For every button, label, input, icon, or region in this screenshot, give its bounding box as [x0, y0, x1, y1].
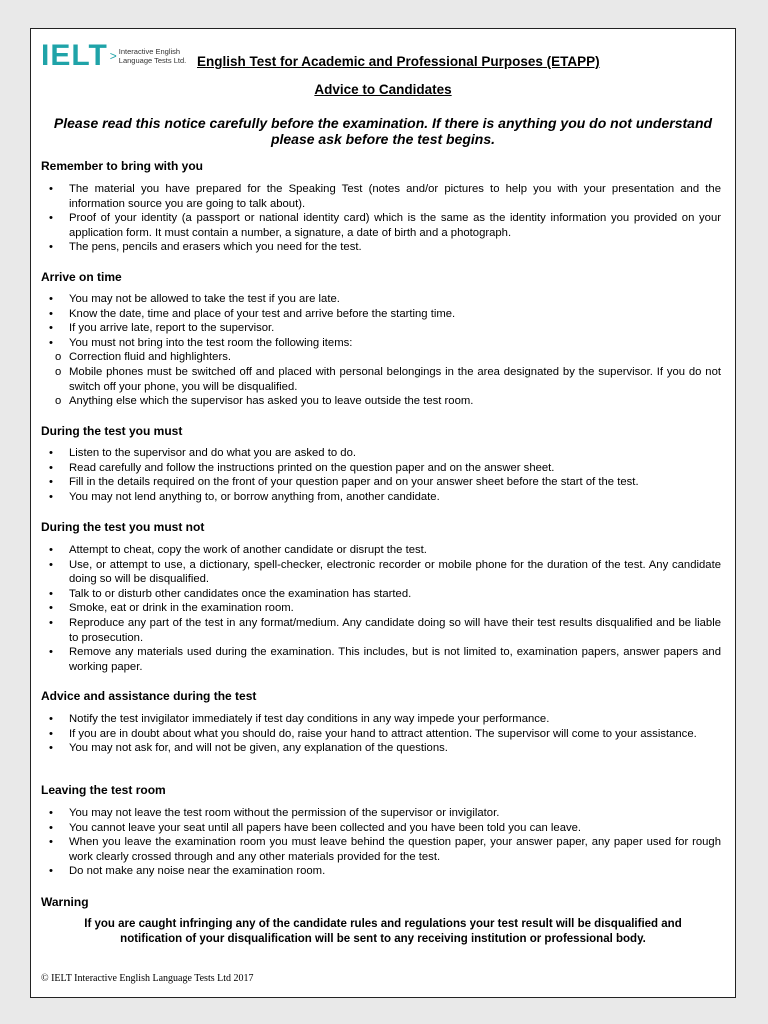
logo-subtitle-line1: Interactive English	[118, 47, 181, 56]
list-advice	[31, 712, 721, 756]
section-title-bring: Remember to bring with you	[41, 159, 204, 173]
list-arrive	[31, 292, 721, 409]
list-item: • Proof of your identity (a passport or national identity card) which is the same as the identity information you provided on your application form. It must contain a number, a signature, a date of birth and a photograph.	[31, 211, 721, 240]
list-must	[31, 446, 721, 504]
list-item: • The material you have prepared for the Speaking Test (notes and/or pictures to help you with your presentation and the information source you are going to talk about).	[31, 182, 721, 211]
list-subitem-text: Anything else which the supervisor has asked you to leave outside the test room.	[69, 395, 474, 408]
logo-subtitle-line2: Language Tests Ltd.	[118, 56, 187, 65]
section-title-arrive: Arrive on time	[41, 270, 122, 284]
list-subitem-text: Mobile phones must be switched off and placed with personal belongings in the area designated by the supervisor. If you do not switch off your phone, you will be disqualified.	[69, 365, 721, 393]
document-page	[30, 28, 736, 998]
list-subitem	[31, 365, 721, 394]
circle-bullet-icon: o	[55, 365, 62, 378]
list-item: • Fill in the details required on the front of your question paper and on your answer sheet before the start of the test.	[31, 475, 721, 490]
list-item: • Talk to or disturb other candidates once the examination has started.	[31, 587, 721, 602]
list-item: • Remove any materials used during the examination. This includes, but is not limited to, examination papers, answer papers and working paper.	[31, 645, 721, 674]
list-item: • You cannot leave your seat until all papers have been collected and you have been told you can leave.	[31, 821, 721, 836]
warning-text	[31, 917, 735, 947]
list-item: • Use, or attempt to use, a dictionary, spell-checker, electronic recorder or mobile phone for the duration of the test. Any candidate doing so will be disqualified.	[31, 558, 721, 587]
list-item: • Listen to the supervisor and do what you are asked to do.	[31, 446, 721, 461]
list-item: • Read carefully and follow the instructions printed on the question paper and on the answer sheet.	[31, 461, 721, 476]
list-item: • Smoke, eat or drink in the examination room.	[31, 601, 721, 616]
warning-line2: notification of your disqualification will be sent to any receiving institution or professional body.	[120, 933, 646, 945]
logo-subtitle	[119, 47, 186, 65]
section-title-warning: Warning	[41, 895, 89, 909]
list-must-not	[31, 543, 721, 674]
circle-bullet-icon: o	[55, 395, 62, 408]
list-item: • You may not leave the test room without the permission of the supervisor or invigilator.	[31, 806, 721, 821]
ielt-logo	[41, 41, 186, 71]
list-item: • The pens, pencils and erasers which you need for the test.	[31, 240, 721, 255]
list-item: • If you arrive late, report to the supervisor.	[31, 321, 721, 336]
document-title: English Test for Academic and Professional Purposes (ETAPP)	[197, 54, 600, 69]
circle-bullet-icon: o	[55, 351, 62, 364]
logo-arrow-icon: >	[109, 49, 117, 63]
list-item: • You may not be allowed to take the test if you are late.	[31, 292, 721, 307]
list-item: • Reproduce any part of the test in any format/medium. Any candidate doing so will have their test results disqualified and be liable to prosecution.	[31, 616, 721, 645]
warning-line1: If you are caught infringing any of the candidate rules and regulations your test result will be disqualified and	[84, 918, 682, 930]
list-item: • Attempt to cheat, copy the work of another candidate or disrupt the test.	[31, 543, 721, 558]
list-bring	[31, 182, 721, 255]
list-item: • You may not ask for, and will not be given, any explanation of the questions.	[31, 741, 721, 756]
list-item: • When you leave the examination room you must leave behind the question paper, your answer paper, any paper used for rough work clearly crossed through and any other materials provided for the test.	[31, 835, 721, 864]
list-item: • Do not make any noise near the examination room.	[31, 864, 721, 879]
section-title-leaving: Leaving the test room	[41, 783, 166, 797]
section-title-must: During the test you must	[41, 424, 183, 438]
list-item: • If you are in doubt about what you should do, raise your hand to attract attention. The supervisor will come to your assistance.	[31, 727, 721, 742]
list-item: • You may not lend anything to, or borrow anything from, another candidate.	[31, 490, 721, 505]
notice-line2: please ask before the test begins.	[270, 131, 496, 147]
list-item: • Know the date, time and place of your test and arrive before the starting time.	[31, 307, 721, 322]
list-leaving	[31, 806, 721, 879]
logo-wordmark: IELT	[41, 39, 108, 72]
copyright-footer: © IELT Interactive English Language Tests Ltd 2017	[41, 973, 254, 984]
notice-line1: Please read this notice carefully before the examination. If there is anything you do not understand	[53, 115, 713, 131]
document-subtitle: Advice to Candidates	[314, 82, 452, 97]
section-title-advice: Advice and assistance during the test	[41, 689, 257, 703]
list-subitem-text: Correction fluid and highlighters.	[69, 351, 232, 364]
list-subitem	[31, 350, 721, 365]
list-item: • Notify the test invigilator immediately if test day conditions in any way impede your performance.	[31, 712, 721, 727]
notice-text	[31, 115, 735, 147]
section-title-must-not: During the test you must not	[41, 520, 205, 534]
list-subitem	[31, 394, 721, 409]
list-item: • You must not bring into the test room the following items:	[31, 336, 721, 351]
